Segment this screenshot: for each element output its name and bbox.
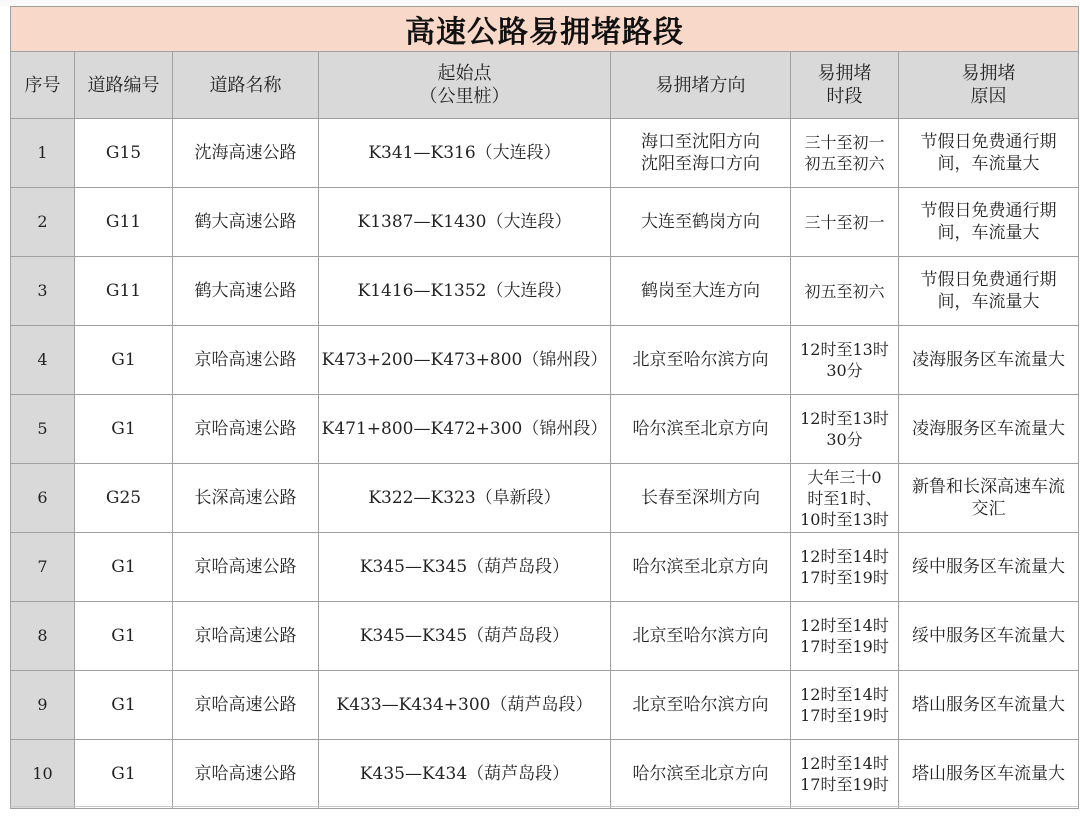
cell-index: 3	[11, 257, 75, 326]
cell-line: 交汇	[971, 499, 1006, 519]
cell-road-name: 沈海高速公路	[173, 119, 319, 188]
cell-line: 大年三十0	[807, 467, 882, 487]
cell-line: 大连至鹤岗方向	[641, 212, 760, 232]
cell-period	[791, 257, 899, 326]
header-road-code	[75, 52, 173, 119]
cell-line: 间，车流量大	[937, 292, 1040, 312]
cell-line: 17时至19时	[800, 637, 889, 656]
cell-index: 7	[11, 533, 75, 602]
cell-reason	[899, 464, 1079, 533]
cell-line: 凌海服务区车流量大	[912, 419, 1066, 439]
cell-reason	[899, 395, 1079, 464]
cell-index: 6	[11, 464, 75, 533]
cell-line: 原因	[970, 86, 1007, 107]
cell-index: 5	[11, 395, 75, 464]
cell-line: 初五至初六	[804, 281, 885, 301]
cell-direction	[611, 671, 791, 740]
cell-line: 起始点	[437, 63, 492, 84]
cell-period	[791, 671, 899, 740]
table-row	[11, 119, 1079, 188]
cell-line: 海口至沈阳方向	[641, 132, 760, 152]
table-row	[11, 326, 1079, 395]
cell-road-code: G11	[75, 257, 173, 326]
cell-reason	[899, 188, 1079, 257]
cell-line: 沈阳至海口方向	[641, 154, 760, 174]
table-row	[11, 395, 1079, 464]
cell-range: K345—K345（葫芦岛段）	[319, 533, 611, 602]
table-row	[11, 740, 1079, 809]
cell-road-name: 京哈高速公路	[173, 533, 319, 602]
cell-line: 12时至14时	[800, 754, 889, 773]
table-body	[11, 119, 1079, 809]
cell-range: K473+200—K473+800（锦州段）	[319, 326, 611, 395]
cell-line: 17时至19时	[800, 706, 889, 725]
header-direction	[611, 52, 791, 119]
cell-line: 17时至19时	[800, 775, 889, 794]
cell-road-code: G25	[75, 464, 173, 533]
cell-reason	[899, 326, 1079, 395]
cell-reason	[899, 119, 1079, 188]
cell-line: 鹤岗至大连方向	[641, 281, 760, 301]
cell-line: 30分	[826, 430, 863, 449]
cell-index: 2	[11, 188, 75, 257]
cell-road-name: 京哈高速公路	[173, 602, 319, 671]
cell-index: 1	[11, 119, 75, 188]
cell-road-code: G11	[75, 188, 173, 257]
table-row	[11, 464, 1079, 533]
cell-line: 10时至13时	[800, 509, 889, 529]
cell-period	[791, 395, 899, 464]
cell-index: 4	[11, 326, 75, 395]
cell-line: 道路名称	[209, 74, 282, 96]
cell-road-code: G1	[75, 395, 173, 464]
cell-reason	[899, 533, 1079, 602]
table-row	[11, 602, 1079, 671]
cell-line: 凌海服务区车流量大	[912, 350, 1066, 370]
cell-period	[791, 740, 899, 809]
cell-road-name: 京哈高速公路	[173, 740, 319, 809]
cell-road-name: 鹤大高速公路	[173, 257, 319, 326]
cell-direction	[611, 740, 791, 809]
cell-range: K435—K434（葫芦岛段）	[319, 740, 611, 809]
cell-range: K1416—K1352（大连段）	[319, 257, 611, 326]
table-row	[11, 533, 1079, 602]
cell-line: 12时至14时	[800, 616, 889, 635]
cell-line: 30分	[826, 361, 863, 380]
cell-line: 塔山服务区车流量大	[912, 695, 1066, 715]
cell-period	[791, 533, 899, 602]
cell-line: 道路编号	[87, 74, 160, 96]
cell-range: K345—K345（葫芦岛段）	[319, 602, 611, 671]
header-range	[319, 52, 611, 119]
cell-line: 17时至19时	[800, 568, 889, 587]
cell-line: 节假日免费通行期	[920, 270, 1057, 290]
table-title: 高速公路易拥堵路段	[11, 7, 1079, 52]
table-row	[11, 188, 1079, 257]
cell-line: 三十至初一	[804, 133, 885, 152]
cell-range: K471+800—K472+300（锦州段）	[319, 395, 611, 464]
cell-period	[791, 119, 899, 188]
cell-line: 序号	[24, 74, 61, 96]
cell-line: 哈尔滨至北京方向	[632, 557, 769, 577]
cell-line: （公里桩）	[419, 86, 510, 107]
header-period	[791, 52, 899, 119]
cell-line: 哈尔滨至北京方向	[632, 764, 769, 784]
cell-line: 12时至14时	[800, 547, 889, 566]
cell-line: 哈尔滨至北京方向	[632, 419, 769, 439]
cell-range: K322—K323（阜新段）	[319, 464, 611, 533]
cell-index: 9	[11, 671, 75, 740]
cell-period	[791, 326, 899, 395]
cell-road-code: G1	[75, 602, 173, 671]
header-row	[11, 52, 1079, 119]
cell-range: K433—K434+300（葫芦岛段）	[319, 671, 611, 740]
congestion-table	[10, 6, 1079, 809]
cell-direction	[611, 326, 791, 395]
cell-line: 易拥堵	[817, 63, 872, 84]
cell-direction	[611, 602, 791, 671]
cell-line: 绥中服务区车流量大	[912, 626, 1066, 646]
table-row	[11, 671, 1079, 740]
header-index	[11, 52, 75, 119]
cell-period	[791, 602, 899, 671]
cell-line: 12时至14时	[800, 685, 889, 704]
cell-road-name: 京哈高速公路	[173, 671, 319, 740]
cell-direction	[611, 119, 791, 188]
cell-line: 塔山服务区车流量大	[912, 764, 1066, 784]
cell-road-code: G1	[75, 671, 173, 740]
cell-period	[791, 464, 899, 533]
cell-reason	[899, 740, 1079, 809]
cell-line: 北京至哈尔滨方向	[632, 350, 769, 370]
cell-line: 12时至13时	[800, 340, 889, 359]
cell-road-code: G1	[75, 326, 173, 395]
cell-line: 节假日免费通行期	[920, 201, 1057, 221]
cell-line: 绥中服务区车流量大	[912, 557, 1066, 577]
cell-reason	[899, 602, 1079, 671]
cell-reason	[899, 671, 1079, 740]
cell-road-name: 长深高速公路	[173, 464, 319, 533]
table-row	[11, 257, 1079, 326]
cell-direction	[611, 533, 791, 602]
cell-direction	[611, 464, 791, 533]
cell-direction	[611, 395, 791, 464]
cell-road-name: 鹤大高速公路	[173, 188, 319, 257]
cell-line: 时段	[826, 86, 863, 107]
cell-range: K1387—K1430（大连段）	[319, 188, 611, 257]
cell-line: 节假日免费通行期	[920, 132, 1057, 152]
cell-road-code: G1	[75, 740, 173, 809]
table-bottom-edge	[10, 806, 1078, 819]
cell-index: 10	[11, 740, 75, 809]
cell-index: 8	[11, 602, 75, 671]
cell-line: 北京至哈尔滨方向	[632, 626, 769, 646]
cell-line: 新鲁和长深高速车流	[912, 477, 1066, 497]
header-road-name	[173, 52, 319, 119]
cell-road-code: G1	[75, 533, 173, 602]
cell-line: 易拥堵	[961, 63, 1016, 84]
cell-direction	[611, 257, 791, 326]
cell-reason	[899, 257, 1079, 326]
cell-line: 长春至深圳方向	[641, 488, 760, 508]
cell-line: 间，车流量大	[937, 223, 1040, 243]
cell-line: 时至1时、	[807, 488, 882, 508]
cell-direction	[611, 188, 791, 257]
cell-line: 三十至初一	[804, 212, 885, 232]
cell-line: 12时至13时	[800, 409, 889, 428]
cell-line: 易拥堵方向	[655, 74, 746, 96]
cell-road-name: 京哈高速公路	[173, 395, 319, 464]
cell-period	[791, 188, 899, 257]
cell-road-name: 京哈高速公路	[173, 326, 319, 395]
cell-road-code: G15	[75, 119, 173, 188]
cell-line: 北京至哈尔滨方向	[632, 695, 769, 715]
header-reason	[899, 52, 1079, 119]
cell-range: K341—K316（大连段）	[319, 119, 611, 188]
cell-line: 间，车流量大	[937, 154, 1040, 174]
cell-line: 初五至初六	[804, 154, 885, 173]
